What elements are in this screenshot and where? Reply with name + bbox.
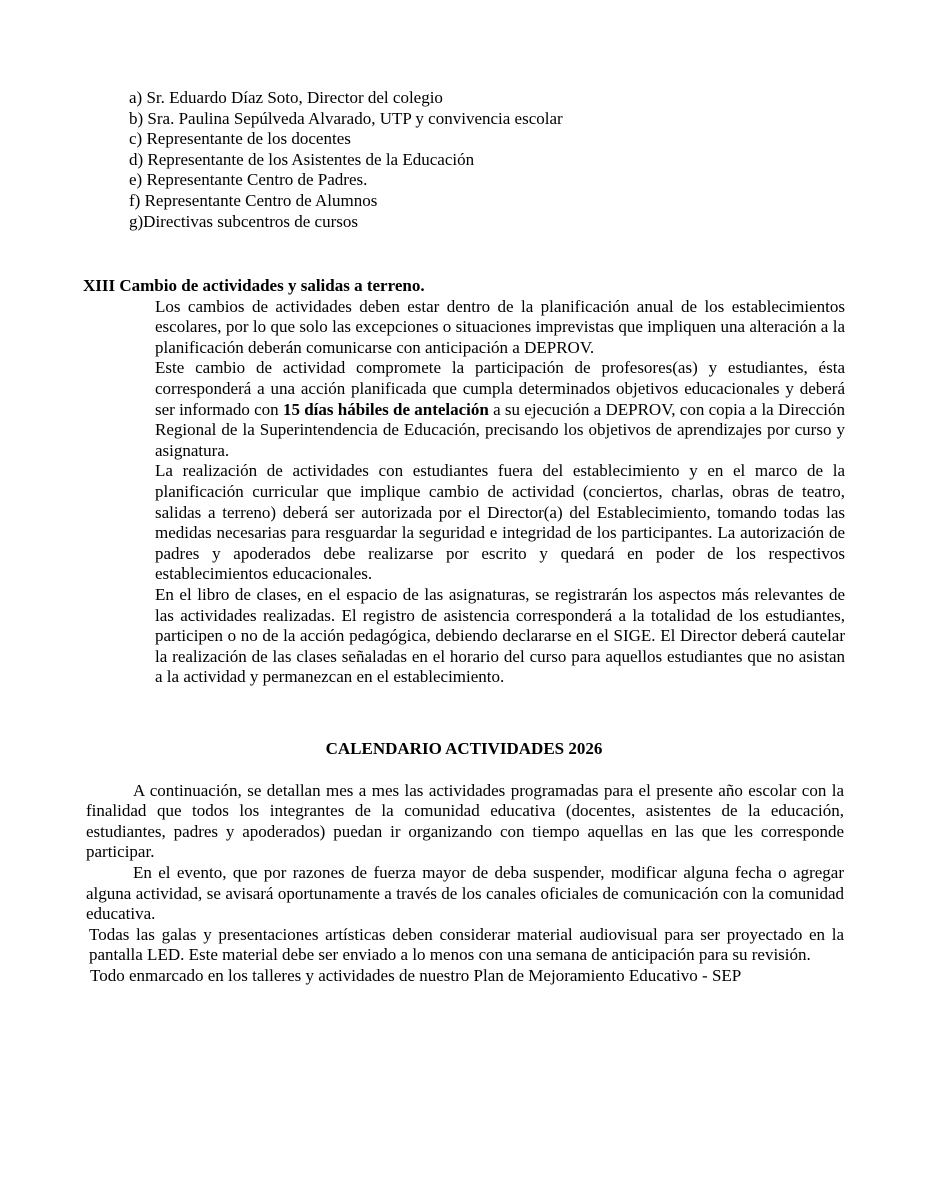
committee-list-item-d: d) Representante de los Asistentes de la Educación [129,149,475,169]
section-13-paragraph-3: La realización de actividades con estudiantes fuera del establecimiento y en el marco de la planificación curricular que implique cambio de actividad (conciertos, charlas, obras de teatro, salidas a terreno) deberá ser autorizada por el Director(a) del Establecimiento, tomando todas las medidas necesarias para resguardar la seguridad e integridad de los participantes. La autorización de padres y apoderados debe realizarse por escrito y quedará en poder de los respectivos establecimientos educacionales. [155,461,845,584]
committee-list-item-e: e) Representante Centro de Padres. [129,170,368,190]
calendar-heading: CALENDARIO ACTIVIDADES 2026 [325,739,603,758]
calendar-paragraph-4: Todo enmarcado en los talleres y actividades de nuestro Plan de Mejoramiento Educativo - SEP [90,965,742,985]
section-13 [83,276,845,688]
calendar-section [83,739,845,987]
committee-list-item-b: b) Sra. Paulina Sepúlveda Alvarado, UTP y convivencia escolar [129,108,563,128]
section-13-paragraph-4: En el libro de clases, en el espacio de las asignaturas, se registrarán los aspectos más relevantes de las actividades realizadas. El registro de asistencia corresponderá a la totalidad de los estudiantes, participen o no de la acción pedagógica, debiendo declararse en el SIGE. El Director deberá cautelar la realización de las clases señaladas en el horario del curso para aquellos estudiantes que no asistan a la actividad y permanezcan en el establecimiento. [155,584,845,687]
calendar-paragraph-3: Todas las galas y presentaciones artísticas deben considerar material audiovisual para ser proyectado en la pantalla LED. Este material debe ser enviado a lo menos con una semana de anticipación para su revisión. [89,924,844,965]
committee-list-item-a: a) Sr. Eduardo Díaz Soto, Director del colegio [129,88,443,107]
calendar-paragraph-1: A continuación, se detallan mes a mes las actividades programadas para el presente año escolar con la finalidad que todos los integrantes de la comunidad educativa (docentes, asistentes de la educación, estudiantes, padres y apoderados) puedan ir organizando con tiempo aquellas en las que les corresponde participar. [86,780,844,862]
calendar-paragraph-2: En el evento, que por razones de fuerza mayor de deba suspender, modificar alguna fecha o agregar alguna actividad, se avisará oportunamente a través de los canales oficiales de comunicación con la comunidad educativa. [86,862,844,924]
committee-list [129,88,563,232]
paragraph-text: Este cambio de actividad compromete la participación de profesores(as) y estudiantes, ésta corresponderá a una acción planificada que cumpla determinados objetivos educacionales y deberá ser informado con [155,358,845,419]
bold-deadline-text: 15 días hábiles de antelación [282,399,489,419]
committee-list-item-g: g)Directivas subcentros de cursos [129,211,358,231]
section-13-paragraph-2 [155,358,845,461]
section-13-body [155,297,845,688]
section-13-heading: XIII Cambio de actividades y salidas a terreno. [83,276,425,295]
paragraph-text: a su ejecución a DEPROV, con copia a la Dirección Regional de la Superintendencia de Educación, precisando los objetivos de aprendizajes por curso y asignatura. [155,399,845,460]
committee-list-item-c: c) Representante de los docentes [129,129,351,149]
section-13-paragraph-1: Los cambios de actividades deben estar dentro de la planificación anual de los establecimientos escolares, por lo que solo las excepciones o situaciones imprevistas que impliquen una alteración a la planificación deberán comunicarse con anticipación a DEPROV. [155,296,845,357]
calendar-body [86,781,844,987]
committee-list-item-f: f) Representante Centro de Alumnos [129,190,378,210]
